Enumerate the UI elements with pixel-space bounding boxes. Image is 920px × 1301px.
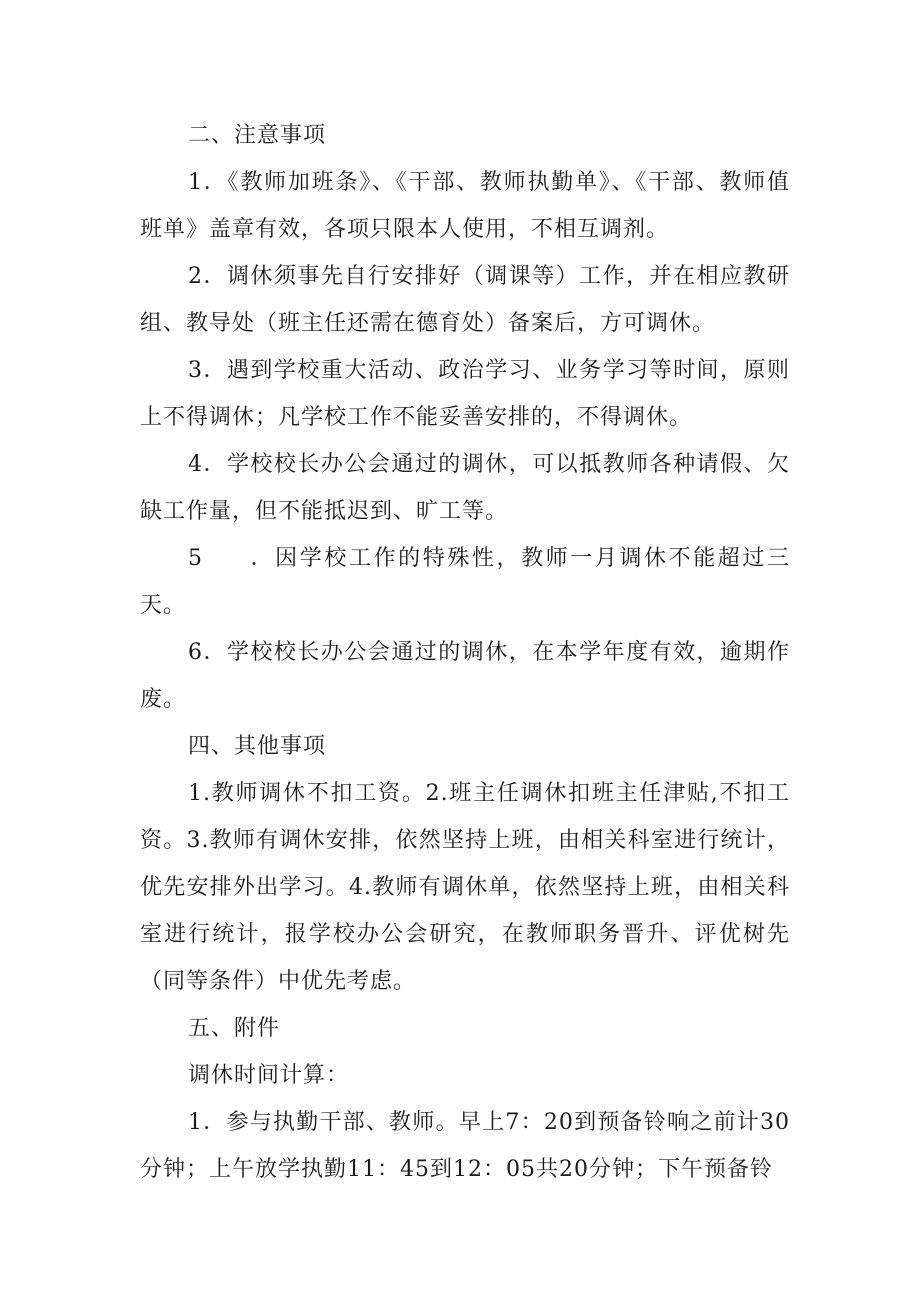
note-item-2: 2．调休须事先自行安排好（调课等）工作，并在相应教研组、教导处（班主任还需在德育处）备案后，方可调休。 — [140, 264, 790, 336]
note-item-5 — [140, 535, 790, 629]
calc-item-1: 1．参与执勤干部、教师。早上7：20到预备铃响之前计30分钟；上午放学执勤11：45到12：05共20分钟；下午预备铃 — [140, 1110, 790, 1182]
note-item-5-number: 5 — [188, 546, 203, 571]
section-heading-other: 四、其他事项 — [188, 734, 327, 759]
other-matters-paragraph: 1.教师调休不扣工资。2.班主任调休扣班主任津贴,不扣工资。3.教师有调休安排，依然坚持上班，由相关科室进行统计，优先安排外出学习。4.教师有调休单，依然坚持上班，由相关科室进行统计，报学校办公会研究，在教师职务晋升、评优树先（同等条件）中优先考虑。 — [140, 781, 790, 994]
section-heading-notes: 二、注意事项 — [188, 123, 327, 148]
calc-heading: 调休时间计算： — [188, 1063, 350, 1088]
document-body — [140, 112, 790, 1193]
note-item-1: 1．《教师加班条》、《干部、教师执勤单》、《干部、教师值班单》盖章有效，各项只限本人使用，不相互调剂。 — [140, 170, 790, 242]
note-item-3: 3．遇到学校重大活动、政治学习、业务学习等时间，原则上不得调休；凡学校工作不能妥善安排的，不得调休。 — [140, 358, 790, 430]
note-item-4: 4．学校校长办公会通过的调休，可以抵教师各种请假、欠缺工作量，但不能抵迟到、旷工等。 — [140, 452, 790, 524]
note-item-6: 6．学校校长办公会通过的调休，在本学年度有效，逾期作废。 — [140, 640, 790, 712]
note-item-5-text: ．因学校工作的特殊性，教师一月调休不能超过三天。 — [140, 546, 790, 618]
section-heading-appendix: 五、附件 — [188, 1016, 281, 1041]
